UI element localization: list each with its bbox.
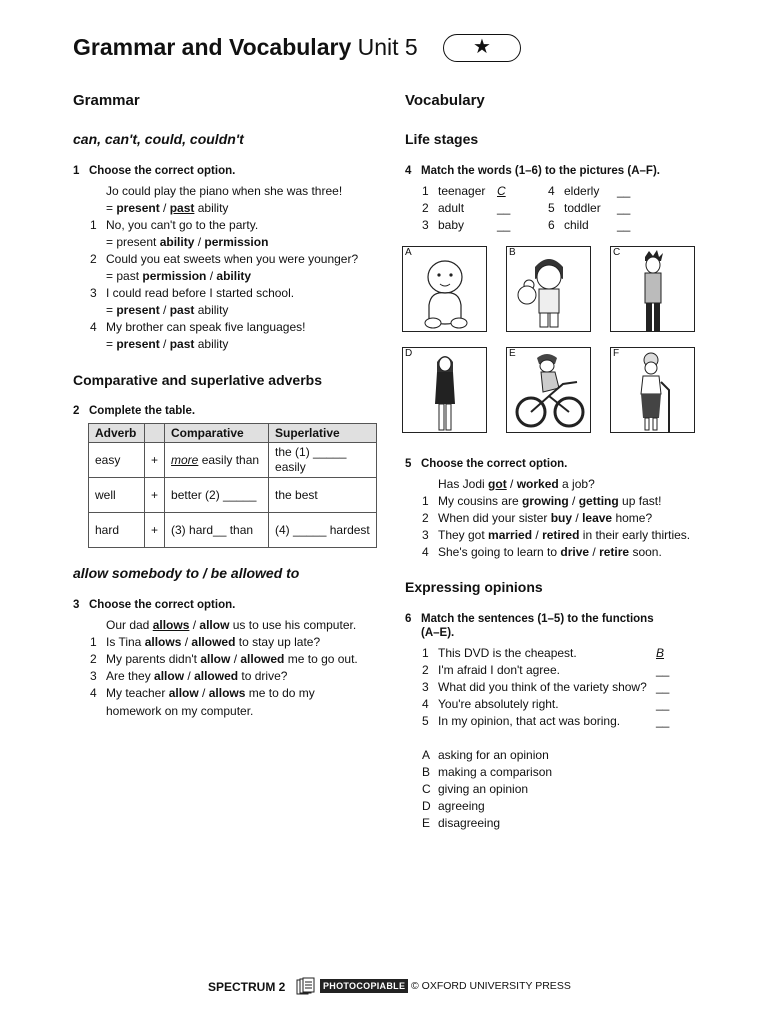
child-on-bike-illustration-icon xyxy=(507,348,592,434)
col-header-comparative: Comparative xyxy=(165,424,269,443)
ex1-item-3: 3 I could read before I started school. xyxy=(90,286,295,300)
ex3-item-1[interactable]: 1 Is Tina allows / allowed to stay up late? xyxy=(90,635,321,649)
ex1-item-4-options[interactable]: = present / past ability xyxy=(106,337,229,351)
page-title-bold: Grammar and Vocabulary xyxy=(73,34,352,60)
ex3-item-4[interactable]: 4 My teacher allow / allows me to do my xyxy=(90,686,315,700)
ex4-word-3: 3 baby xyxy=(422,218,465,232)
vocabulary-heading: Vocabulary xyxy=(405,92,485,109)
ex1-item-1-options[interactable]: = present ability / permission xyxy=(106,235,269,249)
footer-photocopiable-badge: PHOTOCOPIABLE xyxy=(320,979,408,993)
footer-publisher: © OXFORD UNIVERSITY PRESS xyxy=(411,980,571,992)
can-could-heading: can, can't, could, couldn't xyxy=(73,131,244,147)
expressing-opinions-heading: Expressing opinions xyxy=(405,579,543,595)
ex6-sentence-5: 5 In my opinion, that act was boring. xyxy=(422,714,621,728)
cell-superlative-blank-4[interactable]: (4) _____ hardest xyxy=(269,513,377,548)
ex4-answer-2[interactable]: __ xyxy=(497,201,511,215)
ex5-item-4[interactable]: 4 She's going to learn to drive / retire soon. xyxy=(422,545,662,559)
exercise-6-instruction: 6 Match the sentences (1–5) to the functions xyxy=(405,613,654,625)
ex4-answer-6[interactable]: __ xyxy=(617,218,631,232)
col-header-superlative: Superlative xyxy=(269,424,377,443)
elderly-illustration-icon xyxy=(611,348,696,434)
ex4-answer-3[interactable]: __ xyxy=(497,218,511,232)
ex6-answer-3[interactable]: __ xyxy=(656,680,670,694)
ex4-word-5: 5 toddler xyxy=(548,201,601,215)
ex1-example-sentence: Jo could play the piano when she was three! xyxy=(106,184,343,198)
ex6-answer-2[interactable]: __ xyxy=(656,663,670,677)
cell-adverb: easy xyxy=(89,443,145,478)
exercise-4-instruction: 4 Match the words (1–6) to the pictures (A–F). xyxy=(405,165,660,177)
picture-b-toddler: B xyxy=(506,246,591,332)
exercise-3-instruction: 3 Choose the correct option. xyxy=(73,599,236,611)
picture-f-elderly: F xyxy=(610,347,695,433)
adult-illustration-icon xyxy=(403,348,488,434)
cell-comparative-blank-2[interactable]: better (2) _____ xyxy=(165,478,269,513)
life-stages-heading: Life stages xyxy=(405,131,479,147)
ex5-item-2[interactable]: 2 When did your sister buy / leave home? xyxy=(422,511,653,525)
ex1-example-options[interactable]: = present / past ability xyxy=(106,201,229,215)
picture-d-adult: D xyxy=(402,347,487,433)
ex6-function-a: A asking for an opinion xyxy=(422,748,549,762)
adverb-table xyxy=(88,423,377,548)
ex1-item-1: 1 No, you can't go to the party. xyxy=(90,218,259,232)
ex6-answer-5[interactable]: __ xyxy=(656,714,670,728)
ex4-word-2: 2 adult xyxy=(422,201,465,215)
adverbs-heading: Comparative and superlative adverbs xyxy=(73,372,322,388)
ex4-word-4: 4 elderly xyxy=(548,184,600,198)
ex4-answer-1[interactable]: C xyxy=(497,184,506,198)
grammar-heading: Grammar xyxy=(73,92,140,109)
star-icon: ★ xyxy=(473,36,491,58)
ex1-item-2-options[interactable]: = past permission / ability xyxy=(106,269,252,283)
teenager-illustration-icon xyxy=(611,247,696,333)
exercise-1-instruction: 1 Choose the correct option. xyxy=(73,165,236,177)
ex6-answer-4[interactable]: __ xyxy=(656,697,670,711)
ex5-example[interactable]: Has Jodi got / worked a job? xyxy=(438,477,595,491)
cell-comparative: more easily than xyxy=(165,443,269,478)
ex5-item-3[interactable]: 3 They got married / retired in their early thirties. xyxy=(422,528,691,542)
ex3-item-2[interactable]: 2 My parents didn't allow / allowed me to go out. xyxy=(90,652,358,666)
cell-plus: + xyxy=(145,443,165,478)
ex6-function-d: D agreeing xyxy=(422,799,485,813)
ex4-answer-5[interactable]: __ xyxy=(617,201,631,215)
ex6-function-c: C giving an opinion xyxy=(422,782,529,796)
ex5-item-1[interactable]: 1 My cousins are growing / getting up fast! xyxy=(422,494,662,508)
cell-comparative-blank-3[interactable]: (3) hard__ than xyxy=(165,513,269,548)
ex6-sentence-2: 2 I'm afraid I don't agree. xyxy=(422,663,560,677)
col-header-adverb: Adverb xyxy=(89,424,145,443)
table-row xyxy=(89,443,377,478)
ex4-answer-4[interactable]: __ xyxy=(617,184,631,198)
ex4-word-1: 1 teenager xyxy=(422,184,486,198)
ex6-sentence-4: 4 You're absolutely right. xyxy=(422,697,559,711)
exercise-2-instruction: 2 Complete the table. xyxy=(73,405,196,417)
baby-illustration-icon xyxy=(403,247,488,333)
ex3-item-3[interactable]: 3 Are they allow / allowed to drive? xyxy=(90,669,288,683)
cell-adverb: well xyxy=(89,478,145,513)
ex3-item-4-cont: homework on my computer. xyxy=(106,704,254,718)
ex6-sentence-3: 3 What did you think of the variety show? xyxy=(422,680,647,694)
picture-e-child: E xyxy=(506,347,591,433)
ex6-function-b: B making a comparison xyxy=(422,765,553,779)
ex6-sentence-1: 1 This DVD is the cheapest. xyxy=(422,646,577,660)
cell-plus: + xyxy=(145,478,165,513)
allow-heading: allow somebody to / be allowed to xyxy=(73,565,300,581)
col-header-plus xyxy=(145,424,165,443)
page-title-unit: Unit 5 xyxy=(357,34,418,60)
cell-superlative-blank-1[interactable]: the (1) _____ easily xyxy=(269,443,377,478)
cell-plus: + xyxy=(145,513,165,548)
ex6-function-e: E disagreeing xyxy=(422,816,501,830)
footer-spectrum: SPECTRUM 2 xyxy=(208,980,286,994)
ex1-item-4: 4 My brother can speak five languages! xyxy=(90,320,306,334)
ex1-item-3-options[interactable]: = present / past ability xyxy=(106,303,229,317)
star-level-badge xyxy=(443,34,521,62)
cell-adverb: hard xyxy=(89,513,145,548)
picture-a-baby: A xyxy=(402,246,487,332)
table-row xyxy=(89,513,377,548)
toddler-illustration-icon xyxy=(507,247,592,333)
ex6-answer-1[interactable]: B xyxy=(656,646,665,660)
page-title xyxy=(73,34,418,61)
ex3-example[interactable]: Our dad allows / allow us to use his computer. xyxy=(106,618,357,632)
table-row xyxy=(89,478,377,513)
exercise-5-instruction: 5 Choose the correct option. xyxy=(405,458,568,470)
cell-superlative: the best xyxy=(269,478,377,513)
ex1-item-2: 2 Could you eat sweets when you were younger? xyxy=(90,252,359,266)
photocopy-icon xyxy=(296,977,316,995)
table-header-row xyxy=(89,424,377,443)
exercise-6-instruction-cont: (A–E). xyxy=(421,627,455,639)
picture-c-teenager: C xyxy=(610,246,695,332)
ex4-word-6: 6 child xyxy=(548,218,589,232)
